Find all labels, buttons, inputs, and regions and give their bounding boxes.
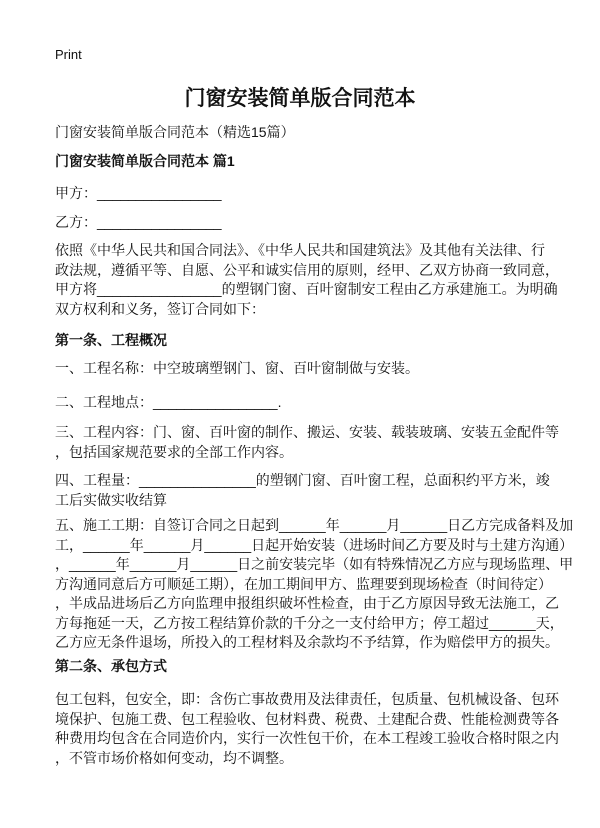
section-title: 门窗安装简单版合同范本 篇1 — [55, 153, 235, 169]
party-b-field: 乙方：________________ — [55, 214, 222, 230]
paragraph-line: 依照《中华人民共和国合同法》、《中华人民共和国建筑法》及其他有关法律、行 — [55, 242, 545, 258]
item-1-paragraph: 一、工程名称：中空玻璃塑钢门、窗、百叶窗制做与安装。 — [55, 360, 419, 376]
document-title: 门窗安装简单版合同范本 — [184, 87, 416, 110]
article-2-paragraph — [55, 690, 559, 768]
paragraph-line: 政法规，遵循平等、自愿、公平和诚实信用的原则，经甲、乙双方协商一致同意， — [55, 261, 559, 278]
print-link[interactable]: Print — [55, 47, 82, 62]
item-4-paragraph — [55, 471, 550, 510]
article-1-heading: 第一条、工程概况 — [55, 332, 167, 348]
paragraph-line: ，不管市场价格如何变动，均不调整。 — [55, 749, 293, 766]
item-2-paragraph: 二、工程地点：________________. — [55, 394, 282, 410]
paragraph-line: 双方权利和义务，签订合同如下： — [55, 300, 265, 317]
intro-paragraph — [55, 241, 559, 319]
paragraph-line: ，半成品进场后乙方向监理申报组织破坏性检查，由于乙方原因导致无法施工，乙 — [55, 595, 559, 611]
paragraph-line: 方每拖延一天，乙方按工程结算价款的千分之一支付给甲方；停工超过______天， — [55, 614, 564, 631]
paragraph-line: 工后实做实收结算 — [55, 491, 167, 508]
paragraph-line: 五、施工工期：自签订合同之日起到______年______月______日乙方完成备料及加 — [55, 517, 574, 533]
paragraph-line: 种费用均包含在合同造价内，实行一次性包干价，在本工程竣工验收合格时限之内 — [55, 730, 559, 746]
article-2-heading: 第二条、承包方式 — [55, 658, 167, 674]
paragraph-line: ，包括国家规范要求的全部工作内容。 — [55, 443, 293, 460]
paragraph-line: 甲方将________________的塑钢门窗、百叶窗制安工程由乙方承建施工。为明确 — [55, 281, 558, 297]
paragraph-line: 包工包料，包安全，即：含伤亡事故费用及法律责任，包质量、包机械设备、包环 — [55, 691, 559, 707]
item-5-paragraph — [55, 516, 573, 653]
paragraph-line: 四、工程量：_______________的塑钢门窗、百叶窗工程，总面积约平方米，竣 — [55, 472, 550, 488]
item-3-paragraph — [55, 423, 559, 462]
paragraph-line: 方沟通同意后方可顺延工期），在加工期间甲方、监理要到现场检查（时间待定） — [55, 575, 552, 592]
paragraph-line: ，______年______月______日之前安装完毕（如有特殊情况乙方应与现场监理、甲 — [55, 556, 574, 572]
paragraph-line: 乙方应无条件退场，所投入的工程材料及余款均不予结算，作为赔偿甲方的损失。 — [55, 634, 559, 650]
document-subtitle: 门窗安装简单版合同范本（精选15篇） — [55, 124, 295, 140]
paragraph-line: 三、工程内容：门、窗、百叶窗的制作、搬运、安装、载装玻璃、安装五金配件等 — [55, 424, 559, 440]
paragraph-line: 工，______年______月______日起开始安装（进场时间乙方要及时与土建方沟通） — [55, 536, 574, 553]
party-a-field: 甲方：________________ — [55, 185, 222, 201]
paragraph-line: 境保护、包施工费、包工程验收、包材料费、税费、土建配合费、性能检测费等各 — [55, 710, 559, 727]
